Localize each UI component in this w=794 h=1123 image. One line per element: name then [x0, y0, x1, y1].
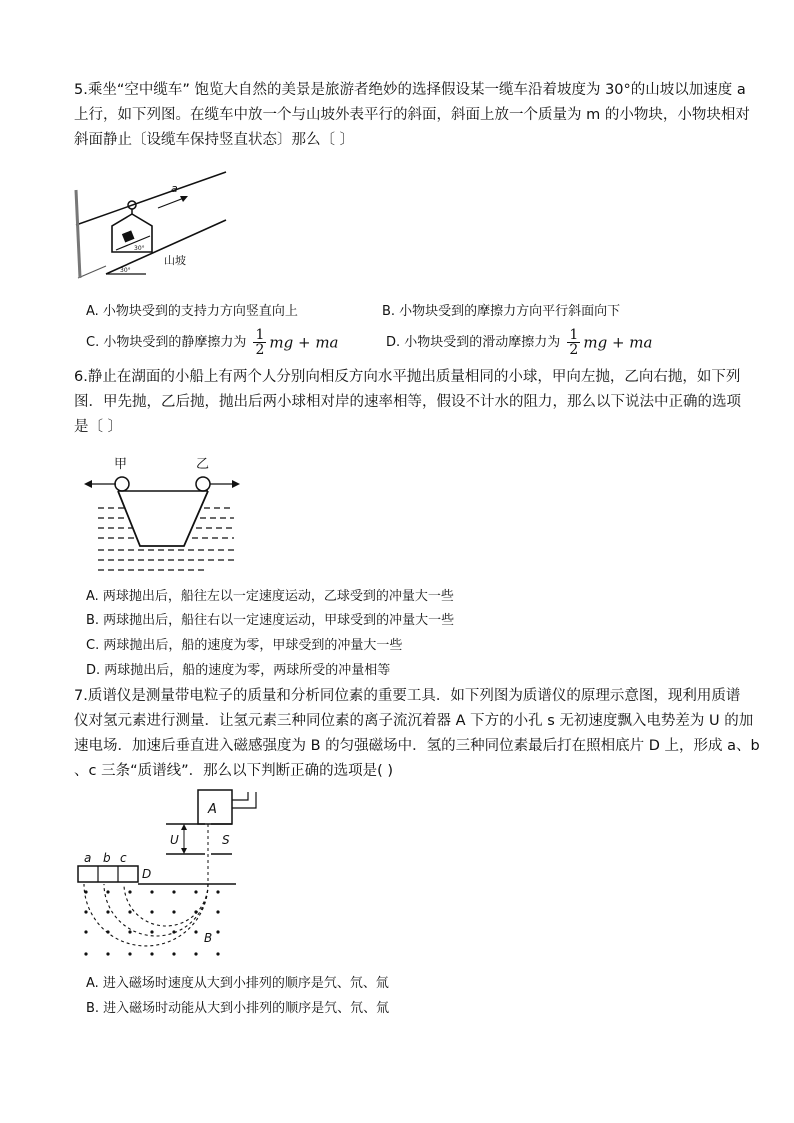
q7-line-2: 仪对氢元素进行测量．让氢元素三种同位素的离子流沉着器 A 下方的小孔 s 无初速度飘入电势差为 U 的加	[74, 713, 754, 729]
q6-option-a: A. 两球抛出后，船往左以一定速度运动，乙球受到的冲量大一些	[86, 589, 454, 604]
q7-option-a: A. 进入磁场时速度从大到小排列的顺序是氕、氘、氚	[86, 976, 389, 991]
q5-option-d-label: D. 小物块受到的滑动摩擦力为	[386, 335, 561, 350]
svg-text:30°: 30°	[134, 245, 145, 252]
label-b: b	[103, 851, 111, 865]
q6-line-2: 图．甲先抛，乙后抛，抛出后两小球相对岸的速率相等，假设不计水的阻力，那么以下说法中正确的选项	[74, 394, 741, 410]
q7-line-3: 速电场．加速后垂直进入磁感强度为 B 的匀强磁场中．氢的三种同位素最后打在照相底片 D 上，形成 a、b	[74, 738, 760, 754]
q7-option-b: B. 进入磁场时动能从大到小排列的顺序是氕、氘、氚	[86, 1001, 390, 1016]
q5-option-c-label: C. 小物块受到的静摩擦力为	[86, 335, 247, 350]
q5-line-1: 5.乘坐“空中缆车” 饱览大自然的美景是旅游者绝妙的选择假设某一缆车沿着坡度为 30°的山坡以加速度 a	[74, 82, 746, 98]
label-D: D	[142, 867, 152, 881]
slope-angle-label: 30°	[120, 267, 131, 274]
mass-spectrometer-figure	[76, 788, 256, 968]
label-S: S	[222, 833, 230, 847]
q7-line-4: 、c 三条“质谱线”．那么以下判断正确的选项是( )	[74, 763, 394, 779]
formula-expr: mg + ma	[269, 333, 339, 352]
boat-figure	[84, 452, 244, 582]
q5-option-a: A. 小物块受到的支持力方向竖直向上	[86, 304, 298, 319]
label-yi: 乙	[196, 457, 210, 472]
q5-option-c	[86, 328, 339, 357]
label-A: A	[208, 802, 217, 817]
q6-option-c: C. 两球抛出后，船的速度为零，甲球受到的冲量大一些	[86, 638, 403, 653]
formula-expr: mg + ma	[583, 333, 653, 352]
label-jia: 甲	[114, 457, 128, 472]
label-U: U	[170, 833, 179, 847]
q6-option-d: D. 两球抛出后，船的速度为零，两球所受的冲量相等	[86, 663, 391, 678]
q6-line-3: 是〔 〕	[74, 419, 123, 435]
label-B: B	[204, 931, 213, 945]
label-c: c	[120, 851, 127, 865]
q5-option-b: B. 小物块受到的摩擦力方向平行斜面向下	[382, 304, 621, 319]
q7-line-1: 7.质谱仪是测量带电粒子的质量和分析同位素的重要工具．如下列图为质谱仪的原理示意图，现利用质谱	[74, 688, 741, 704]
fraction-half: $\frac{1}{2}$	[255, 327, 265, 358]
q6-option-b: B. 两球抛出后，船往右以一定速度运动，甲球受到的冲量大一些	[86, 613, 455, 628]
q5-line-2: 上行，如下列图。在缆车中放一个与山坡外表平行的斜面，斜面上放一个质量为 m 的小物块，小物块相对	[74, 107, 750, 123]
slope-label: 山坡	[164, 254, 186, 267]
cable-car-figure	[76, 170, 236, 280]
q5-option-d	[386, 328, 652, 357]
fraction-half: $\frac{1}{2}$	[569, 327, 579, 358]
q5-line-3: 斜面静止〔设缆车保持竖直状态〕那么〔 〕	[74, 132, 355, 148]
q6-line-1: 6.静止在湖面的小船上有两个人分别向相反方向水平抛出质量相同的小球，甲向左抛，乙向右抛，如下列	[74, 369, 741, 385]
label-a: a	[84, 851, 92, 865]
accel-label: a	[171, 182, 178, 195]
